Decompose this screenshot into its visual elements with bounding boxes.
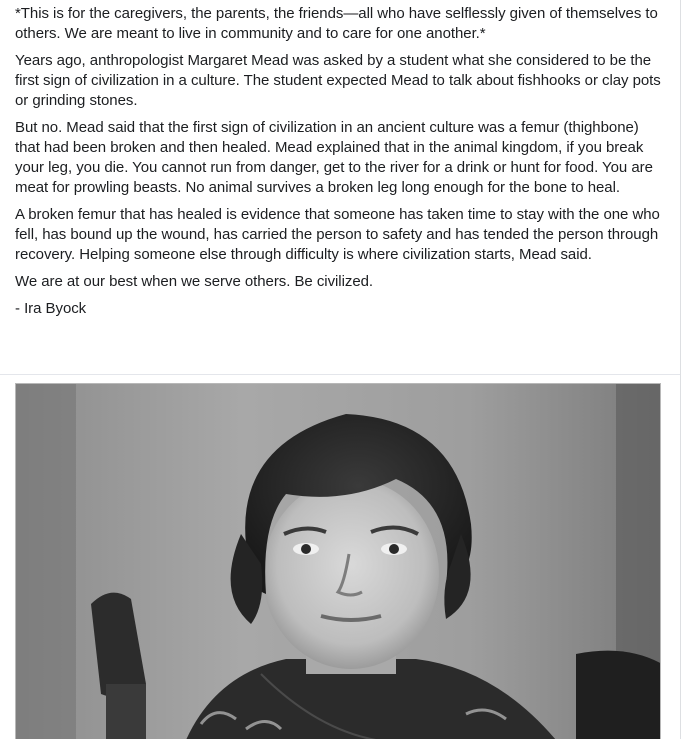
post-paragraph-4: A broken femur that has healed is evidence that someone has taken time to stay with the one who fell, has bound up the wound, has carried the person to safety and has tended the person through recovery. Helping someone else through difficulty is where civilization starts, Mead said. — [15, 206, 660, 263]
post-divider — [0, 374, 680, 375]
post-paragraph-2: Years ago, anthropologist Margaret Mead was asked by a student what she considered to be the first sign of civilization in a culture. The student expected Mead to talk about fishhooks or clay pots or grinding stones. — [15, 52, 661, 109]
post-body-text — [0, 0, 680, 319]
post-paragraph-3: But no. Mead said that the first sign of civilization in an ancient culture was a femur (thighbone) that had been broken and then healed. Mead explained that in the animal kingdom, if you break your leg, you die. You cannot run from danger, get to the river for a drink or hunt for food. You are meat for prowling beasts. No animal survives a broken leg long enough for the bone to heal. — [15, 119, 653, 196]
post-paragraph-1: *This is for the caregivers, the parents, the friends—all who have selflessly given of themselves to others. We are meant to live in community and to care for one another.* — [15, 5, 658, 42]
post-photo[interactable] — [15, 383, 661, 739]
portrait-photo — [16, 384, 661, 739]
post-signature: - Ira Byock — [15, 300, 87, 317]
post-paragraph-5: We are at our best when we serve others. Be civilized. — [15, 273, 374, 290]
